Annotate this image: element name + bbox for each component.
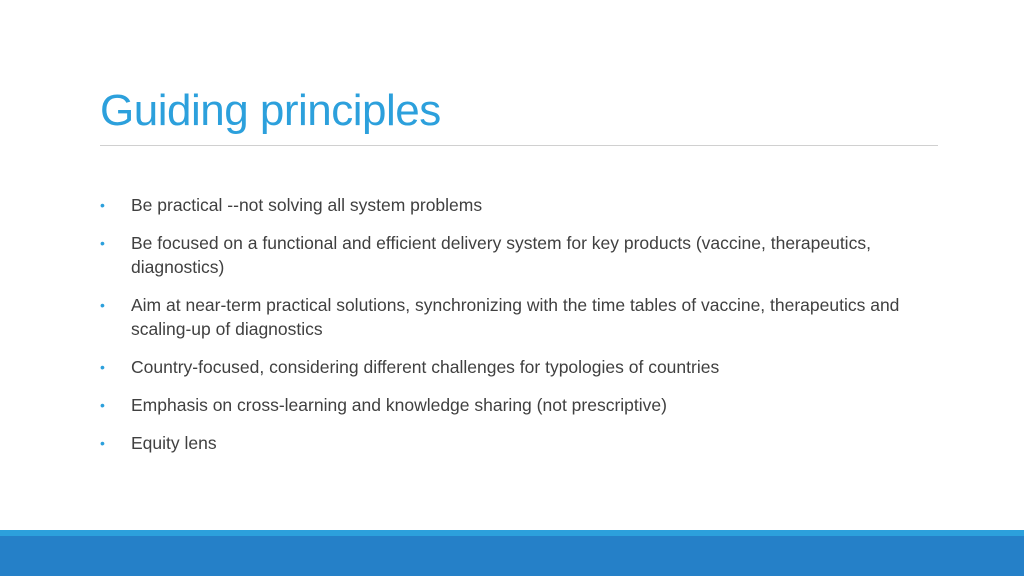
footer-band xyxy=(0,530,1024,576)
bullet-text: Emphasis on cross-learning and knowledge sharing (not prescriptive) xyxy=(131,395,667,415)
bullet-icon: • xyxy=(100,397,105,413)
bullet-text: Country-focused, considering different challenges for typologies of countries xyxy=(131,357,720,377)
title-divider xyxy=(100,145,938,146)
slide-title: Guiding principles xyxy=(100,86,441,135)
bullet-text: Be focused on a functional and efficient delivery system for key products (vaccine, therapeutics, diagnostics) xyxy=(131,233,871,277)
bullet-item xyxy=(100,231,900,279)
bullet-list xyxy=(100,193,900,469)
bullet-text: Be practical --not solving all system problems xyxy=(131,195,483,215)
bullet-text: Aim at near-term practical solutions, synchronizing with the time tables of vaccine, therapeutics and scaling-up of diagnostics xyxy=(131,295,900,339)
footer-accent-strip xyxy=(0,530,1024,536)
bullet-icon: • xyxy=(100,235,105,251)
bullet-text: Equity lens xyxy=(131,433,217,453)
bullet-item xyxy=(100,355,900,379)
bullet-icon: • xyxy=(100,359,105,375)
bullet-item xyxy=(100,193,900,217)
bullet-item xyxy=(100,431,900,455)
bullet-item xyxy=(100,293,900,341)
bullet-icon: • xyxy=(100,197,105,213)
bullet-item xyxy=(100,393,900,417)
bullet-icon: • xyxy=(100,297,105,313)
bullet-icon: • xyxy=(100,435,105,451)
